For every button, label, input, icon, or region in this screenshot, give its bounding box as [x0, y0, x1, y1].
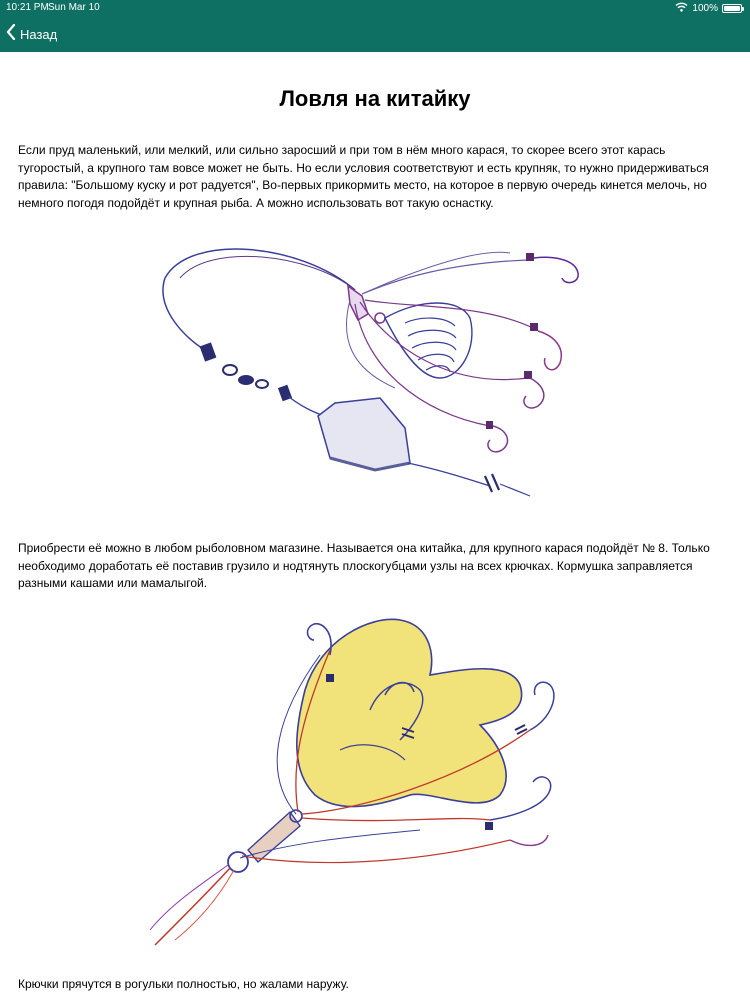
status-bar: [0, 0, 750, 16]
status-right: [675, 2, 742, 15]
status-date: Sun Mar 10: [48, 2, 100, 13]
back-button[interactable]: [6, 22, 57, 46]
article-title: Ловля на китайку: [279, 86, 471, 111]
article-paragraph-3: Крючки прячутся в рогульки полностью, но жалами наружу.: [18, 977, 349, 991]
battery-percent: 100%: [692, 3, 718, 14]
article-paragraph-2: Приобрести её можно в любом рыболовном магазине. Называется она китайка, для крупного карася подойдёт № 8. Только необходимо доработать её поставив грузило и нодтянуть плоскогубцами узлы на всех крючках. Кормушка заправляется разными кашами или мамалыгой.: [18, 541, 710, 590]
article-paragraph-1: Если пруд маленький, или мелкий, или сильно заросший и при том в нём много карася, то скорее всего этот карась тугоростый, а крупного там вовсе может не быть. Но если условия соответствуют и есть крупняк, то нужно придерживаться правила: "Большому куску и рот радуется", Во-первых прикормить место, на которое в первую очередь кинется мелочь, но немного погодя подойдёт и крупная рыба. А можно использовать вот такую оснастку.: [18, 143, 709, 210]
battery-icon: [722, 4, 742, 13]
rig-sketch-image: [150, 238, 590, 503]
navigation-bar: [0, 0, 750, 52]
feeder-sketch-image: [130, 600, 600, 952]
chevron-left-icon: [6, 24, 16, 45]
wifi-icon: [675, 2, 688, 15]
back-button-label: Назад: [20, 26, 58, 42]
status-time: 10:21 PM: [6, 2, 49, 13]
